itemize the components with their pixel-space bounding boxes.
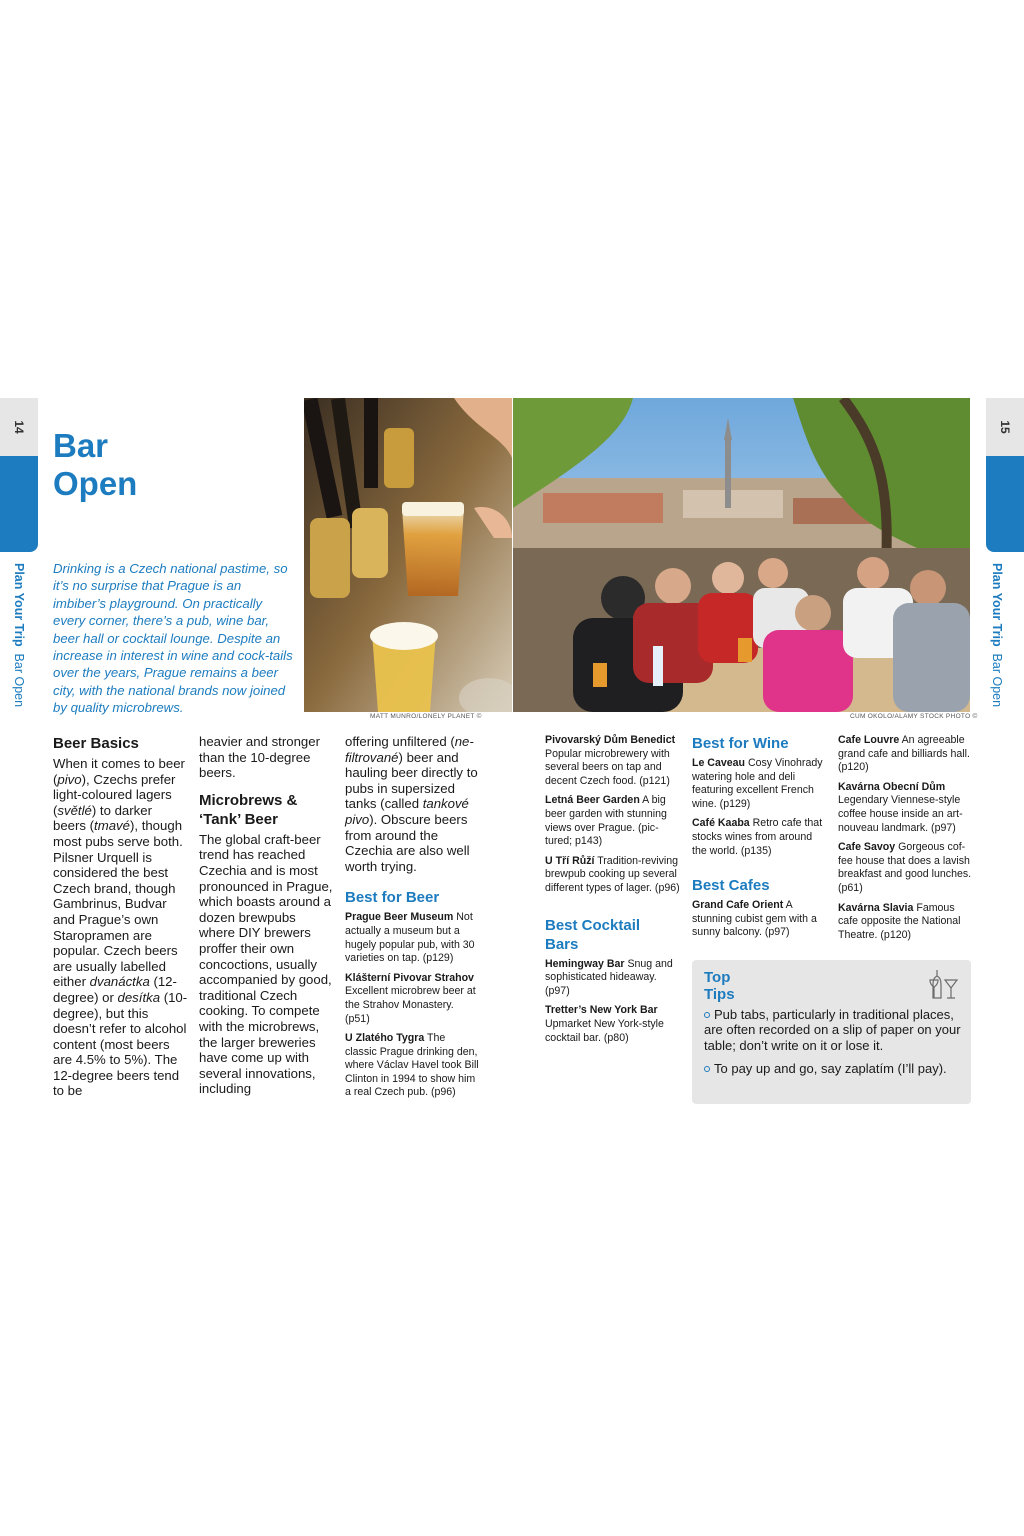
beer-basics-section — [53, 734, 188, 1136]
list-item: Café Kaaba Retro cafe that stocks wines from around the world. (p135) — [692, 817, 823, 857]
side-label-right: Plan Your Trip Bar Open — [990, 563, 1004, 708]
microbrews-continued-section — [345, 734, 480, 1106]
chapter-tab-right — [986, 456, 1024, 552]
top-tips-heading: Top Tips — [704, 969, 735, 1003]
chapter-tab-left — [0, 456, 38, 552]
best-beer-list-a — [345, 911, 480, 1100]
best-beer-cocktail-section — [545, 734, 680, 1051]
page-number-left: 14 — [0, 398, 38, 456]
list-item: Letná Beer Garden A big beer garden with stunning views over Prague. (pic-tured; p143) — [545, 794, 667, 848]
beer-tap-photo — [304, 398, 512, 712]
page-number-right: 15 — [986, 398, 1024, 456]
top-tips-box — [692, 960, 971, 1104]
list-item: Cafe Savoy Gorgeous cof-fee house that does a lavish breakfast and good lunches. (p61) — [838, 841, 972, 894]
best-wine-heading: Best for Wine — [692, 735, 789, 752]
bullet-icon — [704, 1066, 710, 1072]
bullet-icon — [704, 1012, 710, 1018]
list-item: Cafe Louvre An agreeable grand cafe and billiards hall. (p120) — [838, 734, 970, 774]
microbrews-heading: Microbrews & ‘Tank’ Beer — [199, 791, 298, 828]
photo-credit-left: MATT MUNRO/LONELY PLANET © — [370, 713, 482, 720]
list-item: Tretter’s New York Bar Upmarket New York-style cocktail bar. (p80) — [545, 1004, 664, 1044]
beer-basics-continued: heavier and stronger than the 10-degree beers. — [199, 734, 320, 781]
best-wine-cafes-section — [692, 734, 825, 946]
list-item: Hemingway Bar Snug and sophisticated hideaway. (p97) — [545, 957, 673, 997]
side-label-left: Plan Your Trip Bar Open — [12, 563, 26, 708]
microbrews-paragraph: The global craft-beer trend has reached Czechia and is most pronounced in Prague, which boasts around a dozen brewpubs where DIY brewers proffer their own concoctions, usually accompanied by good, traditional Czech cooking. To compete with the microbrews, the larger breweries have come up with several innovations, including — [199, 831, 333, 1097]
photo-credit-right: CUM OKOLO/ALAMY STOCK PHOTO © — [850, 713, 978, 720]
list-item: Klášterní Pivovar Strahov Excellent microbrew beer at the Strahov Monastery. (p51) — [345, 971, 476, 1025]
best-cafes-heading: Best Cafes — [692, 877, 770, 895]
best-beer-heading: Best for Beer — [345, 889, 440, 907]
microbrews-section — [199, 734, 334, 1097]
list-item: Grand Cafe Orient A stunning cubist gem with a sunny balcony. (p97) — [692, 899, 817, 939]
intro-paragraph: Drinking is a Czech national pastime, so it’s no surprise that Prague is an imbiber’s playground. On practically every corner, there’s a pub, wine bar, beer hall or cocktail lounge. Despite an increase in interest in wine and cock-tails over the years, Prague remains a beer city, with the national brands now joined by quality microbrews. — [53, 561, 293, 716]
list-item: Prague Beer Museum Not actually a museum but a hugely popular pub, with 30 varieties on tap. (p129) — [345, 911, 475, 965]
top-tips-list — [704, 1007, 962, 1085]
microbrews-continued: offering unfiltered (ne-filtrované) beer and hauling beer directly to pubs in supersized tanks (called tankové pivo). Obscure beers from around the Czechia are also well worth trying. — [345, 734, 478, 874]
list-item: U Tří Růží Tradition-reviving brewpub cooking up several different types of lager. (p96) — [545, 854, 680, 894]
list-item: U Zlatého Tygra The classic Prague drinking den, where Václav Havel took Bill Clinton in 1994 to show him a real Czech pub. (p96) — [345, 1032, 479, 1099]
tip-item: Pub tabs, particularly in traditional places, are often recorded on a slip of paper on your table; don’t write on it or lose it. — [704, 1007, 961, 1053]
tip-item: To pay up and go, say zaplatím (I’ll pay). — [704, 1061, 962, 1076]
page-title: Bar Open — [53, 427, 138, 502]
beer-garden-photo — [513, 398, 970, 712]
beer-basics-paragraph: When it comes to beer (pivo), Czechs prefer light-coloured lagers (světlé) to darker beers (tmavé), though most pubs serve both. Pilsner Urquell is considered the best Czech brand, though Gambrinus, Budvar and Prague’s own Staropramen are popular. Czech beers are usually labelled either dvanáctka (12-degree) or desítka (10-degree), but this doesn’t refer to alcohol content (most beers are 4.5% to 5%). The 12-degree beers tend to be — [53, 756, 188, 1099]
list-item: Kavárna Obecní Dům Legendary Viennese-style coffee house inside an art-nouveau landmark. (p97) — [838, 780, 963, 834]
list-item: Le Caveau Cosy Vinohrady watering hole and deli featuring excellent French wine. (p129) — [692, 757, 823, 810]
best-cafes-continued-section — [838, 734, 973, 948]
wine-glasses-icon — [929, 968, 959, 1002]
list-item: Kavárna Slavia Famous cafe opposite the National Theatre. (p120) — [838, 901, 961, 941]
best-cocktail-heading: Best Cocktail Bars — [545, 916, 641, 953]
list-item: Pivovarský Dům Benedict Popular microbrewery with several beers on tap and decent Czech food. (p121) — [545, 734, 676, 787]
beer-basics-heading: Beer Basics — [53, 735, 139, 752]
